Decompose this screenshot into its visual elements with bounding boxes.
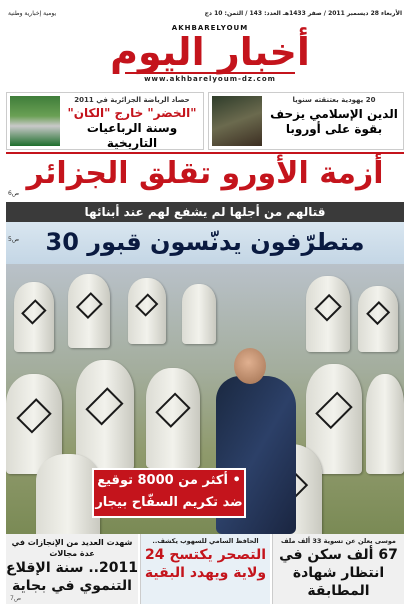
teaser-headline: وسنة الرباعيات التاريخية [86, 121, 178, 150]
teaser-headline-block [63, 106, 201, 151]
gravestone [68, 274, 110, 348]
masthead [6, 20, 404, 94]
gravestone [358, 286, 398, 352]
petition-line-1: • أكثر من 8000 توقيع [97, 473, 241, 488]
bottom-teasers [6, 534, 404, 604]
sub-kicker-bar: قتالهم من أجلها لم يشفع لهم عند أبنائها [6, 202, 404, 222]
logo-arabic: أخبار اليوم [110, 30, 310, 74]
newspaper-logo[interactable] [110, 24, 310, 82]
teaser-headline: 2011.. سنة الإقلاع التنموي في بجاية [6, 560, 138, 594]
gravestone [14, 282, 54, 352]
teaser-headline: الدين الإسلامي يزحف بقوة على أوروبا [270, 107, 398, 136]
gravestone [36, 454, 100, 534]
teaser-bejaia[interactable] [6, 534, 138, 604]
teaser-islam-europe[interactable] [208, 92, 404, 150]
gravestone [182, 284, 216, 344]
teaser-kicker: الحافظ السامي للسهوب يكشف.. [152, 537, 259, 545]
football-photo [10, 96, 60, 146]
teaser-kicker: موسى يعلن عن تسوية 33 ألف ملف [281, 537, 396, 545]
gravestone [366, 374, 404, 474]
teaser-housing[interactable] [272, 534, 404, 604]
main-headline[interactable]: أزمة الأورو تقلق الجزائر [26, 156, 384, 191]
teaser-kicker: 20 يهودية بعتنقته سنويا [292, 96, 376, 104]
reading-quran-photo [212, 96, 262, 146]
page-ref-3: ص7 [10, 595, 22, 602]
gravestone [146, 368, 200, 468]
page-ref: ص6 [8, 190, 20, 197]
teaser-headline: التصحر يكتسح 24 ولاية ويهدد البقية [144, 547, 267, 581]
logo-latin: AKHBARELYOUM [171, 24, 249, 32]
newspaper-page [6, 6, 404, 604]
tagline: يومية إخبارية وطنية [8, 9, 57, 17]
page-ref-2: ص5 [8, 236, 20, 243]
gravestone [128, 278, 166, 344]
teaser-kicker: حصاد الرياضة الجزائرية في 2011 [74, 96, 190, 104]
website-url[interactable]: www.akhbarelyoum-dz.com [125, 72, 295, 83]
teaser-headline-red: "الخضر" خارج "الكان" [67, 106, 197, 120]
gravestone [76, 360, 134, 470]
teaser-headline: 67 ألف سكن في انتظار شهادة المطابقة [279, 547, 398, 599]
top-strip [6, 6, 404, 20]
issue-info: الأربعاء 28 ديسمبر 2011 / صفر 1433هـ العدد: 143 / الثمن: 10 دج [204, 9, 402, 17]
petition-box[interactable] [92, 468, 246, 518]
teaser-kicker: شهدت العديد من الإنجازات في عدة مجالات [11, 538, 133, 558]
petition-line-2: ضد تكريم السفّاح بيجار [95, 495, 243, 510]
second-headline[interactable]: متطرّفون يدنّسون قبور 30 [6, 222, 404, 264]
gravestone [306, 276, 350, 352]
teaser-sports-2011[interactable] [6, 92, 204, 150]
top-teasers [6, 92, 404, 150]
teaser-desertification[interactable] [140, 534, 270, 604]
